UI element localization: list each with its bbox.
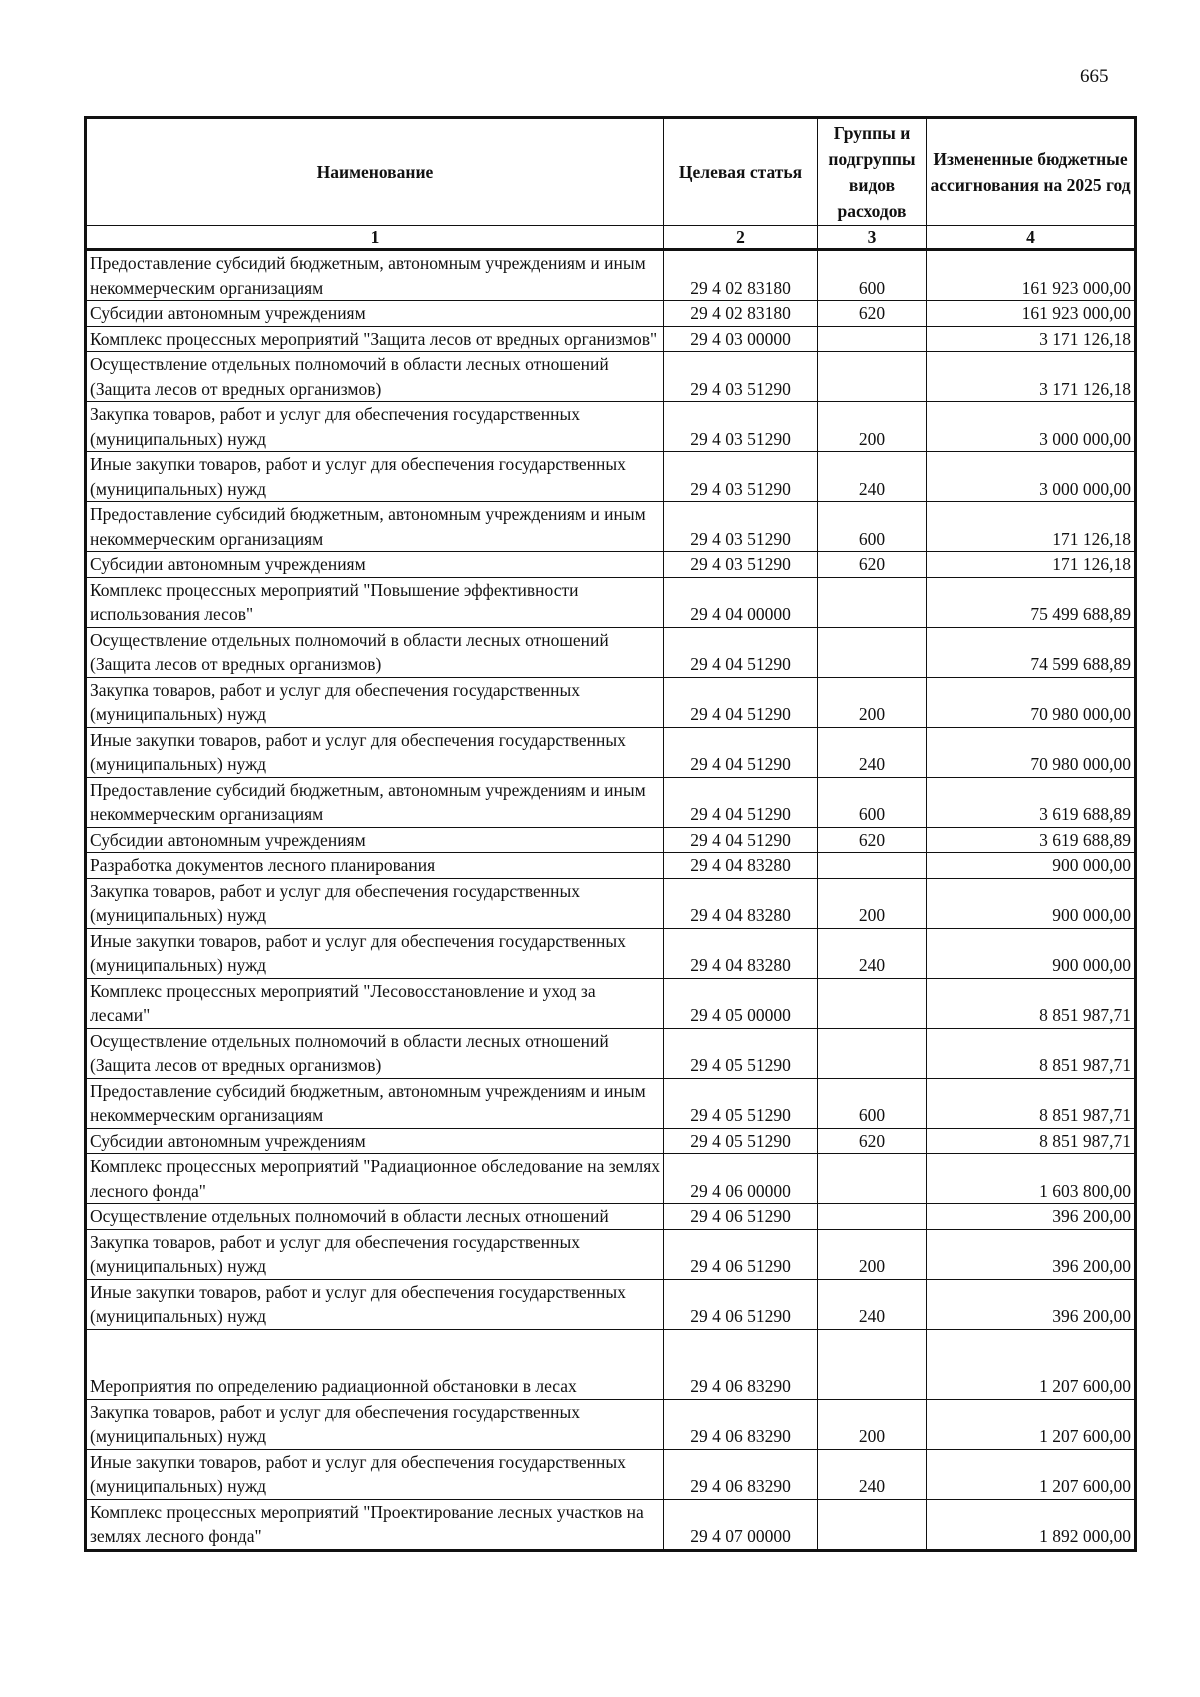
row-group-cell: 600	[818, 250, 927, 301]
row-group-cell	[818, 1154, 927, 1204]
row-name-cell: Осуществление отдельных полномочий в области лесных отношений (Защита лесов от вредных организмов)	[86, 627, 664, 677]
row-group-cell	[818, 1499, 927, 1550]
row-name-cell: Иные закупки товаров, работ и услуг для обеспечения государственных (муниципальных) нужд	[86, 1449, 664, 1499]
row-name-cell: Закупка товаров, работ и услуг для обеспечения государственных (муниципальных) нужд	[86, 677, 664, 727]
row-target-code-cell: 29 4 03 00000	[664, 326, 818, 352]
row-amount-cell: 396 200,00	[927, 1229, 1136, 1279]
row-amount-cell: 171 126,18	[927, 552, 1136, 578]
row-target-code-cell: 29 4 06 51290	[664, 1204, 818, 1230]
row-amount-cell: 74 599 688,89	[927, 627, 1136, 677]
table-row	[86, 552, 1136, 578]
row-target-code-cell: 29 4 03 51290	[664, 502, 818, 552]
row-amount-cell: 8 851 987,71	[927, 1128, 1136, 1154]
row-group-cell: 240	[818, 452, 927, 502]
table-row	[86, 978, 1136, 1028]
row-group-cell: 200	[818, 1229, 927, 1279]
row-amount-cell: 161 923 000,00	[927, 301, 1136, 327]
row-amount-cell: 1 892 000,00	[927, 1499, 1136, 1550]
row-target-code-cell: 29 4 04 51290	[664, 627, 818, 677]
table-row	[86, 827, 1136, 853]
row-group-cell: 240	[818, 1449, 927, 1499]
row-target-code-cell: 29 4 04 51290	[664, 677, 818, 727]
table-row	[86, 1154, 1136, 1204]
table-row	[86, 1279, 1136, 1329]
row-amount-cell: 900 000,00	[927, 878, 1136, 928]
row-name-cell: Разработка документов лесного планирования	[86, 853, 664, 879]
row-target-code-cell: 29 4 02 83180	[664, 301, 818, 327]
row-amount-cell: 70 980 000,00	[927, 677, 1136, 727]
row-amount-cell: 70 980 000,00	[927, 727, 1136, 777]
row-name-cell: Субсидии автономным учреждениям	[86, 827, 664, 853]
row-amount-cell: 900 000,00	[927, 928, 1136, 978]
row-amount-cell: 396 200,00	[927, 1204, 1136, 1230]
row-name-cell: Комплекс процессных мероприятий "Защита лесов от вредных организмов"	[86, 326, 664, 352]
row-amount-cell: 3 000 000,00	[927, 402, 1136, 452]
row-group-cell	[818, 577, 927, 627]
row-name-cell: Мероприятия по определению радиационной обстановки в лесах	[86, 1329, 664, 1399]
row-group-cell: 620	[818, 301, 927, 327]
row-name-cell: Предоставление субсидий бюджетным, автономным учреждениям и иным некоммерческим организациям	[86, 250, 664, 301]
row-amount-cell: 900 000,00	[927, 853, 1136, 879]
row-name-cell: Осуществление отдельных полномочий в области лесных отношений	[86, 1204, 664, 1230]
row-name-cell: Предоставление субсидий бюджетным, автономным учреждениям и иным некоммерческим организациям	[86, 777, 664, 827]
row-target-code-cell: 29 4 04 00000	[664, 577, 818, 627]
table-row	[86, 402, 1136, 452]
row-name-cell: Иные закупки товаров, работ и услуг для обеспечения государственных (муниципальных) нужд	[86, 928, 664, 978]
row-group-cell: 240	[818, 727, 927, 777]
table-row	[86, 452, 1136, 502]
row-group-cell	[818, 326, 927, 352]
row-target-code-cell: 29 4 05 51290	[664, 1128, 818, 1154]
row-target-code-cell: 29 4 06 83290	[664, 1399, 818, 1449]
table-row	[86, 301, 1136, 327]
table-row	[86, 928, 1136, 978]
row-amount-cell: 396 200,00	[927, 1279, 1136, 1329]
row-group-cell	[818, 1329, 927, 1399]
row-name-cell: Предоставление субсидий бюджетным, автономным учреждениям и иным некоммерческим организациям	[86, 1078, 664, 1128]
row-group-cell: 620	[818, 827, 927, 853]
row-name-cell: Закупка товаров, работ и услуг для обеспечения государственных (муниципальных) нужд	[86, 878, 664, 928]
row-group-cell: 200	[818, 677, 927, 727]
table-row	[86, 677, 1136, 727]
row-amount-cell: 3 000 000,00	[927, 452, 1136, 502]
row-target-code-cell: 29 4 04 83280	[664, 878, 818, 928]
row-name-cell: Предоставление субсидий бюджетным, автономным учреждениям и иным некоммерческим организациям	[86, 502, 664, 552]
row-amount-cell: 3 171 126,18	[927, 352, 1136, 402]
row-target-code-cell: 29 4 04 51290	[664, 777, 818, 827]
header-row	[86, 118, 1136, 226]
table-row	[86, 352, 1136, 402]
table-row	[86, 502, 1136, 552]
page-number: 665	[1080, 66, 1109, 87]
table-row	[86, 1028, 1136, 1078]
table-row	[86, 1229, 1136, 1279]
row-amount-cell: 8 851 987,71	[927, 978, 1136, 1028]
row-name-cell: Комплекс процессных мероприятий "Лесовосстановление и уход за лесами"	[86, 978, 664, 1028]
row-target-code-cell: 29 4 04 83280	[664, 928, 818, 978]
table-row	[86, 1499, 1136, 1550]
row-group-cell: 620	[818, 552, 927, 578]
row-name-cell: Закупка товаров, работ и услуг для обеспечения государственных (муниципальных) нужд	[86, 1399, 664, 1449]
row-amount-cell: 1 603 800,00	[927, 1154, 1136, 1204]
table-row	[86, 250, 1136, 301]
row-group-cell: 600	[818, 1078, 927, 1128]
column-number: 3	[818, 226, 927, 250]
row-amount-cell: 161 923 000,00	[927, 250, 1136, 301]
row-target-code-cell: 29 4 04 51290	[664, 827, 818, 853]
row-group-cell: 200	[818, 878, 927, 928]
column-number-row	[86, 226, 1136, 250]
column-number: 4	[927, 226, 1136, 250]
row-target-code-cell: 29 4 03 51290	[664, 402, 818, 452]
column-number: 2	[664, 226, 818, 250]
row-group-cell: 620	[818, 1128, 927, 1154]
row-amount-cell: 1 207 600,00	[927, 1449, 1136, 1499]
table-row	[86, 627, 1136, 677]
row-group-cell	[818, 1028, 927, 1078]
row-group-cell: 600	[818, 502, 927, 552]
budget-table	[84, 116, 1137, 1552]
row-name-cell: Осуществление отдельных полномочий в области лесных отношений (Защита лесов от вредных организмов)	[86, 1028, 664, 1078]
row-amount-cell: 3 171 126,18	[927, 326, 1136, 352]
row-amount-cell: 8 851 987,71	[927, 1078, 1136, 1128]
row-name-cell: Субсидии автономным учреждениям	[86, 1128, 664, 1154]
table-row	[86, 1078, 1136, 1128]
row-group-cell	[818, 352, 927, 402]
column-number: 1	[86, 226, 664, 250]
header-groups: Группы и подгруппы видов расходов	[818, 118, 927, 226]
row-group-cell: 600	[818, 777, 927, 827]
row-name-cell: Субсидии автономным учреждениям	[86, 301, 664, 327]
row-name-cell: Комплекс процессных мероприятий "Радиационное обследование на землях лесного фонда"	[86, 1154, 664, 1204]
row-target-code-cell: 29 4 06 00000	[664, 1154, 818, 1204]
row-name-cell: Иные закупки товаров, работ и услуг для обеспечения государственных (муниципальных) нужд	[86, 452, 664, 502]
header-name: Наименование	[86, 118, 664, 226]
row-name-cell: Закупка товаров, работ и услуг для обеспечения государственных (муниципальных) нужд	[86, 1229, 664, 1279]
row-target-code-cell: 29 4 05 00000	[664, 978, 818, 1028]
row-amount-cell: 3 619 688,89	[927, 827, 1136, 853]
row-amount-cell: 8 851 987,71	[927, 1028, 1136, 1078]
row-name-cell: Иные закупки товаров, работ и услуг для обеспечения государственных (муниципальных) нужд	[86, 727, 664, 777]
table-row	[86, 853, 1136, 879]
row-target-code-cell: 29 4 03 51290	[664, 352, 818, 402]
row-group-cell: 200	[818, 1399, 927, 1449]
row-amount-cell: 1 207 600,00	[927, 1329, 1136, 1399]
row-name-cell: Осуществление отдельных полномочий в области лесных отношений (Защита лесов от вредных организмов)	[86, 352, 664, 402]
row-group-cell	[818, 853, 927, 879]
row-target-code-cell: 29 4 02 83180	[664, 250, 818, 301]
row-target-code-cell: 29 4 04 51290	[664, 727, 818, 777]
table-row	[86, 878, 1136, 928]
row-name-cell: Иные закупки товаров, работ и услуг для обеспечения государственных (муниципальных) нужд	[86, 1279, 664, 1329]
row-target-code-cell: 29 4 03 51290	[664, 452, 818, 502]
row-group-cell	[818, 627, 927, 677]
table-row	[86, 577, 1136, 627]
row-name-cell: Субсидии автономным учреждениям	[86, 552, 664, 578]
table-row	[86, 326, 1136, 352]
table-row	[86, 1399, 1136, 1449]
table-row	[86, 1329, 1136, 1399]
row-name-cell: Комплекс процессных мероприятий "Проектирование лесных участков на землях лесного фонда"	[86, 1499, 664, 1550]
row-target-code-cell: 29 4 05 51290	[664, 1028, 818, 1078]
table-body	[86, 250, 1136, 1551]
row-target-code-cell: 29 4 07 00000	[664, 1499, 818, 1550]
row-target-code-cell: 29 4 06 83290	[664, 1449, 818, 1499]
row-target-code-cell: 29 4 06 51290	[664, 1279, 818, 1329]
row-target-code-cell: 29 4 06 83290	[664, 1329, 818, 1399]
row-name-cell: Комплекс процессных мероприятий "Повышение эффективности использования лесов"	[86, 577, 664, 627]
table-row	[86, 1449, 1136, 1499]
row-group-cell: 200	[818, 402, 927, 452]
header-amount: Измененные бюджетные ассигнования на 2025 год	[927, 118, 1136, 226]
row-name-cell: Закупка товаров, работ и услуг для обеспечения государственных (муниципальных) нужд	[86, 402, 664, 452]
row-amount-cell: 171 126,18	[927, 502, 1136, 552]
table-row	[86, 1204, 1136, 1230]
header-target: Целевая статья	[664, 118, 818, 226]
table-row	[86, 777, 1136, 827]
row-target-code-cell: 29 4 04 83280	[664, 853, 818, 879]
row-group-cell	[818, 978, 927, 1028]
row-amount-cell: 1 207 600,00	[927, 1399, 1136, 1449]
row-target-code-cell: 29 4 03 51290	[664, 552, 818, 578]
row-group-cell	[818, 1204, 927, 1230]
row-amount-cell: 75 499 688,89	[927, 577, 1136, 627]
table-row	[86, 727, 1136, 777]
row-group-cell: 240	[818, 928, 927, 978]
table-row	[86, 1128, 1136, 1154]
row-group-cell: 240	[818, 1279, 927, 1329]
row-amount-cell: 3 619 688,89	[927, 777, 1136, 827]
row-target-code-cell: 29 4 05 51290	[664, 1078, 818, 1128]
row-target-code-cell: 29 4 06 51290	[664, 1229, 818, 1279]
